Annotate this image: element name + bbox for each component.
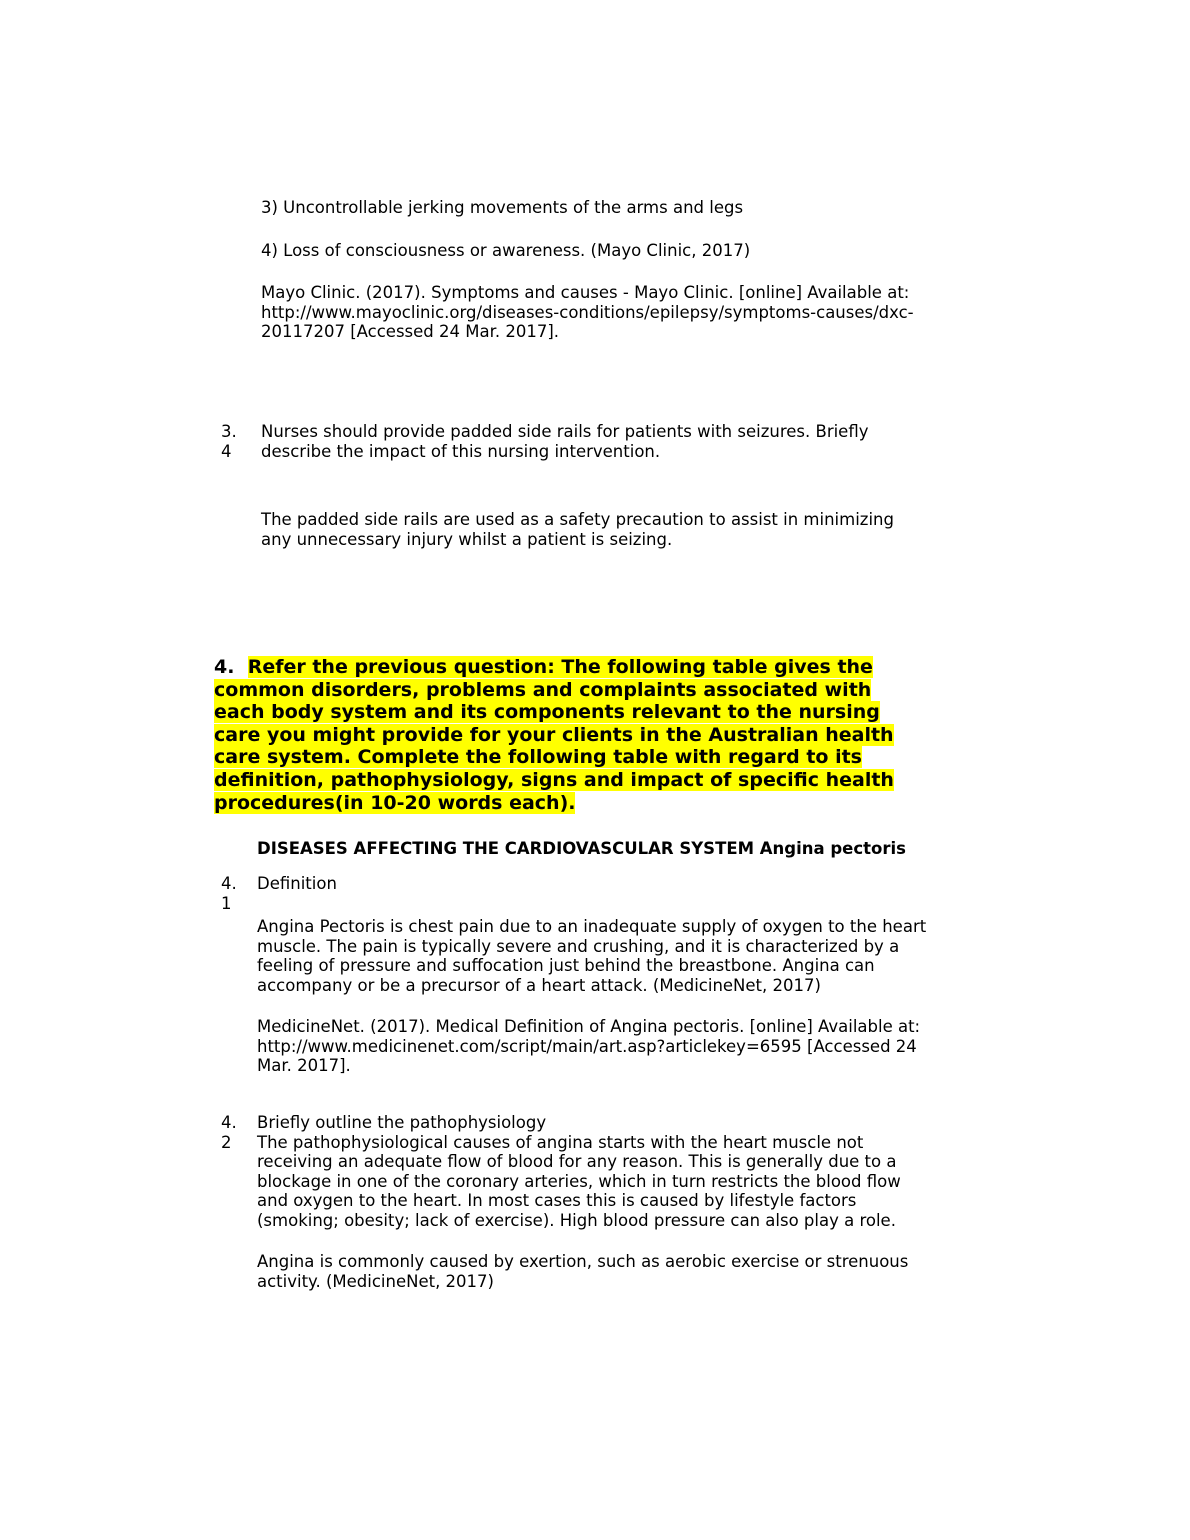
- mayo-reference: [261, 283, 914, 342]
- answer-line: The pathophysiological causes of angina starts with the heart muscle not: [257, 1132, 864, 1152]
- answer-line: accompany or be a precursor of a heart attack. (MedicineNet, 2017): [257, 975, 821, 995]
- question-number-3-4: [221, 422, 237, 461]
- reference-line: http://www.medicinenet.com/script/main/art.asp?articlekey=6595 [Accessed 24: [257, 1036, 917, 1056]
- question-4-heading: [214, 656, 924, 814]
- answer-line: blockage in one of the coronary arteries, which in turn restricts the blood flow: [257, 1171, 901, 1191]
- answer-line: receiving an adequate flow of blood for any reason. This is generally due to a: [257, 1152, 897, 1171]
- question-3-4-text: [261, 422, 869, 461]
- number-line: 2: [221, 1132, 232, 1152]
- definition-answer: [257, 917, 926, 995]
- answer-line: Angina Pectoris is chest pain due to an inadequate supply of oxygen to the heart: [257, 917, 927, 936]
- pathophysiology-answer-2: [257, 1252, 908, 1291]
- heading-line: Refer the previous question: The following table gives the: [247, 656, 873, 678]
- number-line: 4.: [221, 1113, 237, 1132]
- question-number-4-1: [221, 874, 237, 913]
- answer-line: The padded side rails are used as a safety precaution to assist in minimizing: [261, 510, 894, 529]
- answer-line: activity. (MedicineNet, 2017): [257, 1271, 494, 1291]
- medicinenet-reference: [257, 1017, 920, 1076]
- reference-line: 20117207 [Accessed 24 Mar. 2017].: [261, 322, 560, 341]
- answer-line: Angina is commonly caused by exertion, such as aerobic exercise or strenuous: [257, 1252, 909, 1271]
- answer-line: and oxygen to the heart. In most cases this is caused by lifestyle factors: [257, 1191, 857, 1210]
- answer-line: any unnecessary injury whilst a patient is seizing.: [261, 529, 673, 549]
- number-line: 4.: [221, 874, 237, 893]
- answer-line: feeling of pressure and suffocation just behind the breastbone. Angina can: [257, 956, 875, 975]
- question-4-number: 4.: [214, 656, 235, 678]
- reference-line: Mar. 2017].: [257, 1056, 351, 1075]
- answer-line: muscle. The pain is typically severe and crushing, and it is characterized by a: [257, 936, 900, 956]
- heading-line: common disorders, problems and complaints associated with: [214, 678, 872, 701]
- symptom-item-3: 3) Uncontrollable jerking movements of the arms and legs: [261, 198, 744, 217]
- section-title: DISEASES AFFECTING THE CARDIOVASCULAR SYSTEM Angina pectoris: [257, 839, 906, 858]
- number-line: 3.: [221, 422, 237, 441]
- question-number-4-2: [221, 1113, 237, 1152]
- reference-line: http://www.mayoclinic.org/diseases-conditions/epilepsy/symptoms-causes/dxc-: [261, 302, 914, 322]
- reference-line: Mayo Clinic. (2017). Symptoms and causes - Mayo Clinic. [online] Available at:: [261, 283, 910, 302]
- symptom-item-4: 4) Loss of consciousness or awareness. (Mayo Clinic, 2017): [261, 241, 751, 260]
- answer-3-4: [261, 510, 894, 549]
- pathophysiology-label: Briefly outline the pathophysiology: [257, 1113, 547, 1132]
- heading-line: procedures(in 10-20 words each).: [214, 791, 576, 814]
- heading-line: definition, pathophysiology, signs and impact of specific health: [214, 768, 894, 791]
- heading-line: care you might provide for your clients in the Australian health: [214, 723, 894, 746]
- heading-line: each body system and its components relevant to the nursing: [214, 701, 880, 724]
- answer-line: (smoking; obesity; lack of exercise). High blood pressure can also play a role.: [257, 1210, 896, 1230]
- reference-line: MedicineNet. (2017). Medical Definition of Angina pectoris. [online] Available at:: [257, 1017, 921, 1036]
- heading-line: care system. Complete the following table with regard to its: [214, 746, 862, 769]
- number-line: 1: [221, 893, 232, 913]
- number-line: 4: [221, 441, 232, 461]
- question-line: describe the impact of this nursing intervention.: [261, 441, 661, 461]
- definition-label: Definition: [257, 874, 337, 893]
- pathophysiology-block: [257, 1113, 901, 1230]
- question-line: Nurses should provide padded side rails for patients with seizures. Briefly: [261, 422, 869, 441]
